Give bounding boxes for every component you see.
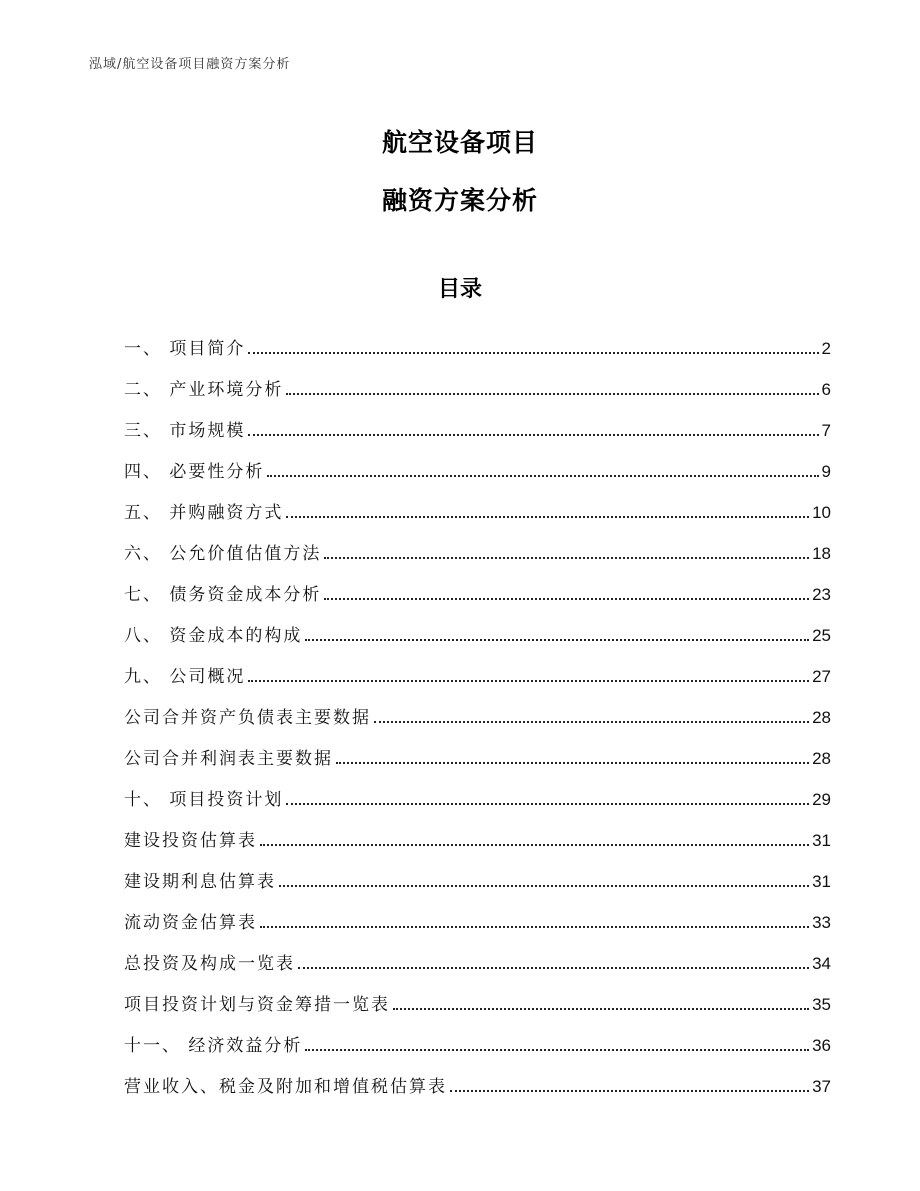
toc-entry-page: 31: [812, 872, 831, 891]
toc-entry[interactable]: [124, 362, 831, 403]
toc-entry-label: 三、 市场规模: [124, 421, 246, 441]
toc-entry-page: 28: [812, 708, 831, 727]
toc-dot-leader: [305, 639, 809, 641]
toc-entry-page: 2: [821, 339, 831, 358]
toc-dot-leader: [248, 352, 818, 354]
toc-entry-label: 建设期利息估算表: [124, 872, 276, 892]
toc-entry[interactable]: [124, 977, 831, 1018]
toc-entry-page: 25: [812, 626, 831, 645]
toc-entry[interactable]: [124, 403, 831, 444]
document-title-line2: 融资方案分析: [381, 186, 538, 215]
toc-entry-label: 六、 公允价值估值方法: [124, 544, 322, 564]
toc-entry-label: 四、 必要性分析: [124, 462, 265, 482]
toc-entry-page: 18: [812, 544, 831, 563]
toc-entry-page: 28: [812, 749, 831, 768]
toc-dot-leader: [286, 393, 818, 395]
toc-dot-leader: [336, 762, 809, 764]
document-title-line1: 航空设备项目: [381, 128, 538, 157]
toc-dot-leader: [305, 1049, 809, 1051]
toc-dot-leader: [324, 598, 809, 600]
toc-entry[interactable]: [124, 608, 831, 649]
toc-entry-label: 一、 项目简介: [124, 339, 246, 359]
toc-entry[interactable]: [124, 526, 831, 567]
toc-entry-page: 10: [812, 503, 831, 522]
toc-entry-label: 公司合并资产负债表主要数据: [124, 708, 371, 728]
toc-dot-leader: [393, 1008, 809, 1010]
toc-entry-page: 29: [812, 790, 831, 809]
toc-entry[interactable]: [124, 444, 831, 485]
toc-entry-page: 36: [812, 1036, 831, 1055]
toc-entry-page: 34: [812, 954, 831, 973]
toc-dot-leader: [267, 475, 818, 477]
toc-dot-leader: [450, 1090, 809, 1092]
toc-entry[interactable]: [124, 649, 831, 690]
toc-heading: 目录: [437, 277, 482, 302]
toc-dot-leader: [248, 680, 809, 682]
toc-dot-leader: [298, 967, 809, 969]
toc-dot-leader: [286, 516, 809, 518]
toc-entry[interactable]: [124, 772, 831, 813]
toc-entry-label: 八、 资金成本的构成: [124, 626, 303, 646]
toc-entry-page: 7: [821, 421, 831, 440]
toc-dot-leader: [374, 721, 809, 723]
toc-entry[interactable]: [124, 567, 831, 608]
toc-entry-page: 37: [812, 1077, 831, 1096]
toc-entry[interactable]: [124, 854, 831, 895]
toc-entry[interactable]: [124, 895, 831, 936]
toc-entry[interactable]: [124, 731, 831, 772]
toc-entry-label: 二、 产业环境分析: [124, 380, 284, 400]
toc-entry[interactable]: [124, 936, 831, 977]
toc-entry[interactable]: [124, 485, 831, 526]
toc-entry-label: 项目投资计划与资金筹措一览表: [124, 995, 390, 1015]
toc-entry-label: 公司合并利润表主要数据: [124, 749, 333, 769]
toc-entry-page: 23: [812, 585, 831, 604]
table-of-contents: [124, 321, 831, 1100]
toc-entry-label: 流动资金估算表: [124, 913, 257, 933]
toc-entry-label: 建设投资估算表: [124, 831, 257, 851]
toc-entry-page: 33: [812, 913, 831, 932]
toc-entry-page: 31: [812, 831, 831, 850]
toc-dot-leader: [324, 557, 809, 559]
toc-entry-label: 营业收入、税金及附加和增值税估算表: [124, 1077, 447, 1097]
toc-entry[interactable]: [124, 321, 831, 362]
toc-entry-label: 十、 项目投资计划: [124, 790, 284, 810]
toc-entry-page: 35: [812, 995, 831, 1014]
toc-dot-leader: [279, 885, 809, 887]
toc-dot-leader: [260, 844, 809, 846]
toc-entry[interactable]: [124, 1018, 831, 1059]
toc-dot-leader: [286, 803, 809, 805]
toc-entry-label: 九、 公司概况: [124, 667, 246, 687]
toc-entry-label: 七、 债务资金成本分析: [124, 585, 322, 605]
toc-entry[interactable]: [124, 1059, 831, 1100]
toc-entry[interactable]: [124, 690, 831, 731]
toc-entry-label: 五、 并购融资方式: [124, 503, 284, 523]
toc-entry-page: 6: [821, 380, 831, 399]
toc-entry-page: 9: [821, 462, 831, 481]
toc-dot-leader: [260, 926, 809, 928]
toc-dot-leader: [248, 434, 818, 436]
toc-entry-label: 十一、 经济效益分析: [124, 1036, 303, 1056]
page-header-breadcrumb: 泓域/航空设备项目融资方案分析: [89, 57, 291, 72]
toc-entry-page: 27: [812, 667, 831, 686]
toc-entry[interactable]: [124, 813, 831, 854]
toc-entry-label: 总投资及构成一览表: [124, 954, 295, 974]
